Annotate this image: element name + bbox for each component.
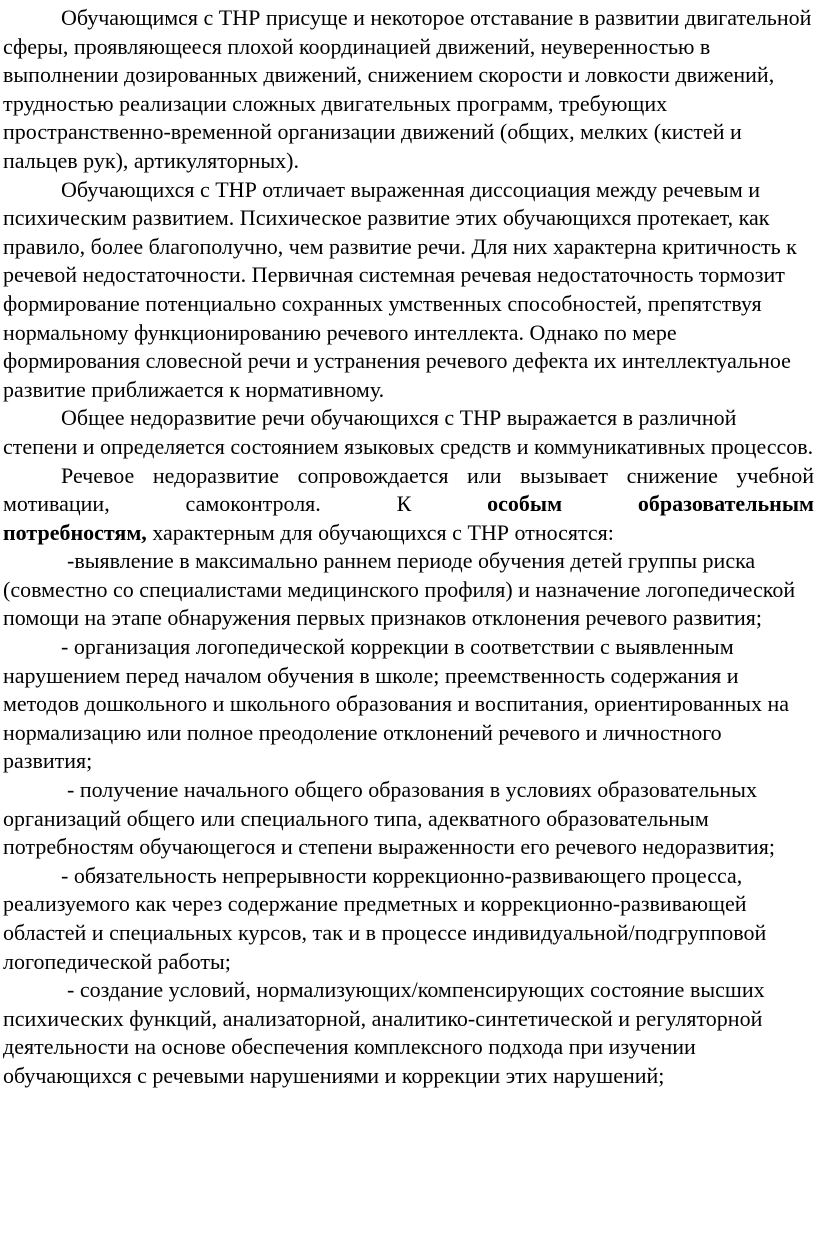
- paragraph-general-underdevelopment: Общее недоразвитие речи обучающихся с ТНР выражается в различной степени и определяется состоянием языковых средств и коммуникативных процессов.: [3, 405, 814, 459]
- bold-needs: потребностям,: [3, 519, 147, 545]
- special-needs-line-3: [3, 519, 814, 548]
- special-needs-tail: характерным для обучающихся с ТНР относятся:: [146, 519, 614, 545]
- paragraph-motor-sphere: Обучающимся с ТНР присуще и некоторое отставание в развитии двигательной сферы, проявляющееся плохой координацией движений, неуверенностью в выполнении дозированных движений, снижением скорости и ловкости движений, трудностью реализации сложных двигательных программ, требующих пространственно-временной организации движений (общих, мелких (кистей и пальцев рук), артикуляторных).: [3, 5, 812, 173]
- bullet-conditions: - создание условий, нормализующих/компенсирующих состояние высших психических функций, анализаторной, аналитико-синтетической и регуляторной деятельности на основе обеспечения комплексного подхода при изучении обучающихся с речевыми нарушениями и коррекции этих нарушений;: [3, 977, 765, 1088]
- bold-educational: образовательным: [637, 491, 815, 517]
- word-motivation: мотивации,: [3, 491, 110, 517]
- word-self-control: самоконтроля.: [185, 491, 321, 517]
- bullet-early-detection: -выявление в максимально раннем периоде обучения детей группы риска (совместно со специалистами медицинского профиля) и назначение логопедической помощи на этапе обнаружения первых признаков отклонения речевого развития;: [3, 548, 796, 631]
- bold-special: особым: [487, 491, 563, 517]
- paragraph-special-needs: [3, 462, 814, 548]
- paragraph-dissociation: Обучающихся с ТНР отличает выраженная диссоциация между речевым и психическим развитием. Психическое развитие этих обучающихся протекает, как правило, более благополучно, чем развитие речи. Для них характерна критичность к речевой недостаточности. Первичная системная речевая недостаточность тормозит формирование потенциально сохранных умственных способностей, препятствуя нормальному функционированию речевого интеллекта. Однако по мере формирования словесной речи и устранения речевого дефекта их интеллектуальное развитие приближается к нормативному.: [3, 176, 797, 402]
- special-needs-line-1: Речевое недоразвитие сопровождается или вызывает снижение учебной: [61, 462, 814, 488]
- bullet-primary-education: - получение начального общего образования в условиях образовательных организаций общего или специального типа, адекватного образовательным потребностям обучающегося и степени выраженности его речевого недоразвития;: [3, 777, 776, 860]
- bullet-continuity: - обязательность непрерывности коррекционно-развивающего процесса, реализуемого как через содержание предметных и коррекционно-развивающей областей и специальных курсов, так и в процессе индивидуальной/подгрупповой логопедической работы;: [3, 862, 767, 974]
- word-k: К: [396, 491, 412, 517]
- special-needs-line-2: [3, 490, 814, 519]
- bullet-speech-correction: - организация логопедической коррекции в соответствии с выявленным нарушением перед началом обучения в школе; преемственность содержания и методов дошкольного и школьного образования и воспитания, ориентированных на нормализацию или полное преодоление отклонений речевого и личностного развития;: [3, 634, 790, 774]
